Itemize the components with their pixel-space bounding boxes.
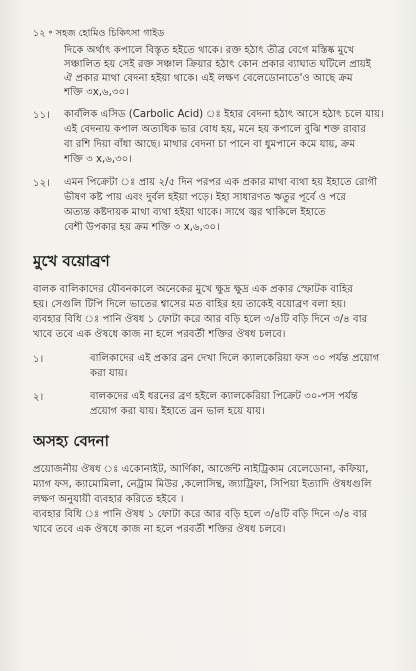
text-line: বালিকাদের এই প্রকার ব্রন দেখা দিলে ক্যালকেরিয়া ফস ৩০ পর্যন্ত প্রয়োগ [90, 353, 380, 364]
text-line: ঐ প্রকার মাথা বেদনা হইয়া থাকে। এই লক্ষণ বেলেডোনাতে'ও আছে ক্রম [64, 73, 353, 84]
item-number: ১২। [33, 178, 50, 189]
text-line: বেশী উপকার হয় ক্রম শক্তি ৩ x,৬,৩০। [64, 222, 220, 233]
text-line: ভীষণ কষ্ট পায় এবং দুর্বল হইয়া পড়ে। ইহা সাধারণত ঋতুর পূর্বে ও পরে [64, 192, 347, 203]
text-line: অত্যন্ত কষ্টদায়ক মাথা ব্যথা হইয়া থাকে। সাথে জ্বর থাকিলে ইহাতে [64, 207, 326, 218]
text-line: প্রয়োজনীয় ঔষধ ঃ একোনাইট, আর্ণিকা, আর্জেন্ট নাইট্রিকাম বেলেডোনা, কফিয়া, [33, 464, 369, 475]
text-line: প্রয়োগ করা যায়। ইহাতে ব্রন ভাল হয়ে যায়। [90, 406, 265, 417]
item-number: ২। [33, 392, 44, 403]
section-heading: মুখে বয়োব্রণ [33, 252, 110, 270]
text-line: দিকে অর্থাৎ কপালে বিস্তৃত হইতে থাকে। রক্ত হঠাৎ তীব্র বেগে মস্তিষ্ক মুখে [64, 45, 355, 56]
item-number: ১। [33, 354, 44, 365]
text-line: ম্যাগ ফস, ক্যামোমিলা, নেট্রাম মিউর ,কলোসিন্থ, জ্যাট্রিফা, সিপিয়া ইত্যাদি ঔষধগুলি [33, 479, 372, 490]
text-line: লক্ষণ অনুযায়ী ব্যবহার করিতে হইবে । [33, 494, 184, 505]
text-line: শক্তি ৩ x,৬,৩০। [64, 154, 132, 165]
text-line: হয়। সেগুলি টিপি দিলে ভাতের শ্বাসের মত বাহির হয় তাকেই বয়োব্রণ বলা হয়। [33, 299, 347, 310]
text-line: এমন পিক্রেটা ঃ প্রায় ২/৫ দিন পরপর এক প্রকার মাথা ব্যথা হয় ইহাতে রোগী [64, 177, 378, 188]
text-line: খাবে তবে এক ঔষধে কাজ না হলে পরবর্তী শক্তির ঔষধ চলবে। [33, 524, 286, 535]
text-line: শক্তি ৩x,৬,৩০। [64, 87, 129, 98]
text-line: খাবে তবে এক ঔষধে কাজ না হলে পরবর্তী শক্তির ঔষধ চলবে। [33, 329, 286, 340]
running-header: ১২ ॰ সহজ হোমিও চিকিৎসা গাইড [33, 28, 165, 39]
text-line: এই বেদনায় কপাল অত্যধিক ভার বোধ হয়, মনে হয় কপালে বুঝি শক্ত রাবার [64, 124, 366, 135]
text-line: ব্যবহার বিধি ঃ পানি ঔষধ ১ ফোটা করে আর বড়ি হলে ৩/৪টি বড়ি দিনে ৩/৪ বার [33, 509, 368, 520]
text-line: ব্যবহার বিধি ঃ পানি ঔষধ ১ ফোটা করে আর বড়ি হলে ৩/৪টি বড়ি দিনে ৩/৪ বার [33, 314, 368, 325]
text-line: সঞ্চালিত হয় সেই রক্ত সঞ্চাল ক্রিয়ার হঠাৎ কোন প্রকার ব্যাঘাত ঘটিলে প্রায়ই [64, 59, 372, 70]
text-line: করা যায়। [90, 368, 128, 379]
section-heading: অসহ্য বেদনা [33, 432, 109, 450]
text-line: বালক বালিকাদের যৌবনকালে অনেকের মুখে ক্ষুদ্র ক্ষুদ্র এক প্রকার স্ফোটক বাহির [33, 284, 353, 295]
text-line: বা রশি দিয়া বাঁধা আছে। মাথার বেদনা চা পানে বা ধুমপানে কমে যায়, ক্রম [64, 139, 356, 150]
text-line: কার্বলিক এসিড (Carbolic Acid) ঃ ইহার বেদনা হঠাৎ আসে হঠাৎ চলে যায়। [64, 109, 384, 120]
text-line: বালকদের এই ধরনের ব্রণ হইলে ক্যালকেরিয়া পিক্রেট ৩০-পস পর্যন্ত [90, 391, 358, 402]
item-number: ১১। [33, 110, 50, 121]
